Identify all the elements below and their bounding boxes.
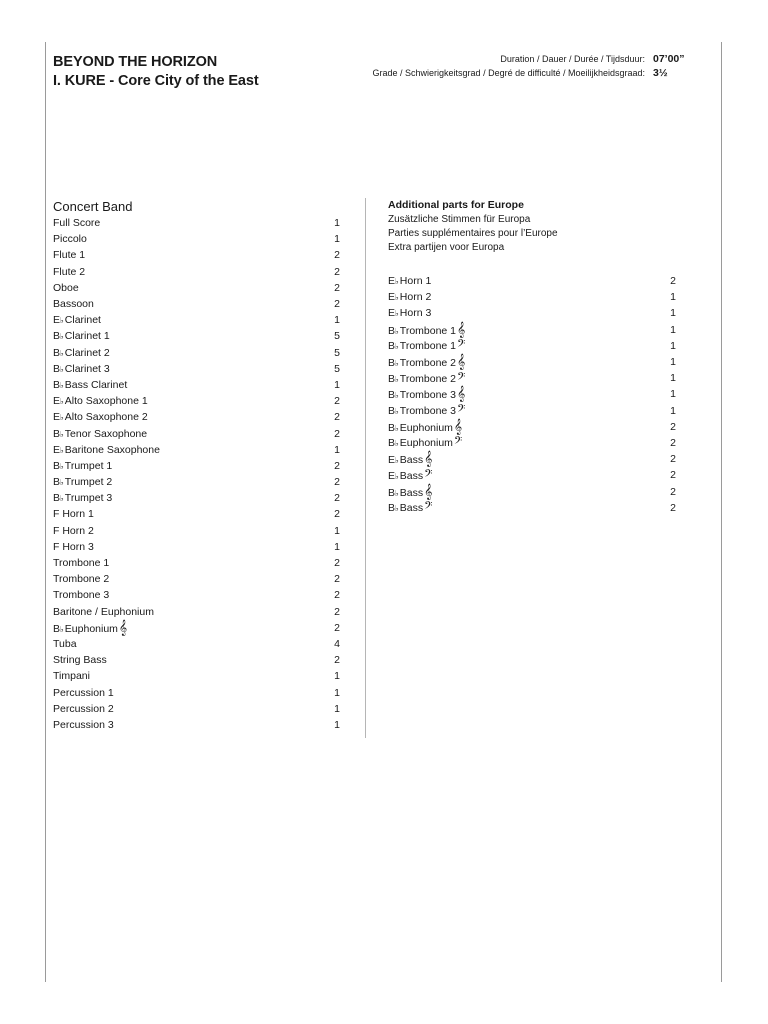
part-row <box>53 296 340 312</box>
part-name: Trombone 3 <box>53 589 110 602</box>
part-row <box>53 701 340 717</box>
right-margin-line <box>721 42 722 982</box>
part-row <box>388 467 676 483</box>
part-name: F Horn 3 <box>53 540 94 553</box>
concert-band-parts-list <box>53 215 340 733</box>
bass-clef-icon: 𝄢 <box>424 467 433 483</box>
duration-row <box>500 53 703 65</box>
part-row <box>53 361 340 377</box>
part-row <box>53 377 340 393</box>
part-quantity: 1 <box>670 404 676 417</box>
part-quantity: 2 <box>670 453 676 466</box>
part-name: Trombone 2 <box>53 573 110 586</box>
key-letter: B <box>388 372 396 385</box>
part-row <box>53 442 340 458</box>
part-quantity: 2 <box>670 275 676 288</box>
part-name: Bassoon <box>53 298 94 311</box>
europe-parts-list <box>388 273 676 516</box>
treble-clef-icon: 𝄞 <box>424 451 433 468</box>
part-quantity: 1 <box>670 323 676 336</box>
grade-value: 3½ <box>653 67 668 79</box>
part-name: Bass <box>399 454 424 467</box>
key-letter: B <box>53 362 61 375</box>
part-name: F Horn 1 <box>53 508 94 521</box>
flat-sign-icon: ♭ <box>60 413 64 423</box>
part-row <box>388 289 676 305</box>
part-name: Piccolo <box>53 233 87 246</box>
part-name: Euphonium <box>399 421 453 434</box>
part-name: Trumpet 2 <box>64 476 113 489</box>
part-quantity: 1 <box>334 702 340 715</box>
key-letter: E <box>388 469 396 482</box>
part-quantity: 5 <box>334 362 340 375</box>
key-letter: E <box>388 291 396 304</box>
part-quantity: 2 <box>334 411 340 424</box>
part-row <box>388 500 676 516</box>
part-row <box>53 264 340 280</box>
key-letter: B <box>53 622 61 635</box>
key-letter: E <box>53 314 61 327</box>
piece-title: BEYOND THE HORIZON <box>53 54 218 70</box>
key-letter: B <box>388 389 396 402</box>
part-row <box>53 539 340 555</box>
part-row <box>53 717 340 733</box>
part-row <box>53 668 340 684</box>
part-name: Trombone 2 <box>399 372 457 385</box>
part-row <box>388 435 676 451</box>
key-letter: B <box>388 357 396 370</box>
part-name: F Horn 2 <box>53 524 94 537</box>
part-quantity: 2 <box>670 485 676 498</box>
flat-sign-icon: ♭ <box>395 407 399 417</box>
part-name: Trombone 3 <box>399 389 457 402</box>
key-letter: E <box>53 443 61 456</box>
part-name: Oboe <box>53 281 79 294</box>
part-quantity: 1 <box>334 670 340 683</box>
part-quantity: 1 <box>670 388 676 401</box>
part-name: Timpani <box>53 670 90 683</box>
grade-label: Grade / Schwierigkeitsgrad / Degré de difficulté / Moeilijkheidsgraad: <box>372 68 645 78</box>
part-row <box>53 636 340 652</box>
bass-clef-icon: 𝄢 <box>457 370 466 386</box>
part-row <box>53 458 340 474</box>
part-quantity: 2 <box>334 654 340 667</box>
flat-sign-icon: ♭ <box>60 494 64 504</box>
part-quantity: 2 <box>334 476 340 489</box>
part-row <box>53 555 340 571</box>
flat-sign-icon: ♭ <box>395 326 399 336</box>
part-quantity: 1 <box>670 307 676 320</box>
key-letter: B <box>53 346 61 359</box>
part-name: Trumpet 1 <box>64 459 113 472</box>
key-letter: B <box>388 340 396 353</box>
part-quantity: 2 <box>334 459 340 472</box>
flat-sign-icon: ♭ <box>395 456 399 466</box>
flat-sign-icon: ♭ <box>60 364 64 374</box>
part-name: Bass Clarinet <box>64 378 128 391</box>
part-quantity: 1 <box>334 686 340 699</box>
part-row <box>388 370 676 386</box>
part-row <box>53 328 340 344</box>
part-row <box>53 280 340 296</box>
flat-sign-icon: ♭ <box>395 439 399 449</box>
key-letter: E <box>53 411 61 424</box>
flat-sign-icon: ♭ <box>60 380 64 390</box>
part-name: Horn 1 <box>399 275 432 288</box>
part-name: Flute 1 <box>53 249 86 262</box>
part-name: Horn 3 <box>399 307 432 320</box>
part-quantity: 1 <box>334 718 340 731</box>
key-letter: B <box>388 405 396 418</box>
part-quantity: 1 <box>670 339 676 352</box>
part-name: Trumpet 3 <box>64 492 113 505</box>
part-quantity: 1 <box>670 356 676 369</box>
bass-clef-icon: 𝄢 <box>453 435 463 451</box>
part-quantity: 1 <box>670 291 676 304</box>
flat-sign-icon: ♭ <box>60 624 64 634</box>
part-row <box>53 506 340 522</box>
part-quantity: 2 <box>670 501 676 514</box>
flat-sign-icon: ♭ <box>395 423 399 433</box>
part-row <box>388 451 676 467</box>
part-row <box>388 403 676 419</box>
bass-clef-icon: 𝄢 <box>457 338 466 354</box>
part-row <box>53 247 340 263</box>
part-name: Percussion 1 <box>53 686 114 699</box>
part-quantity: 1 <box>334 378 340 391</box>
part-name: Euphonium <box>64 622 118 635</box>
part-row <box>388 338 676 354</box>
flat-sign-icon: ♭ <box>60 445 64 455</box>
part-row <box>388 354 676 370</box>
part-quantity: 4 <box>334 637 340 650</box>
part-row <box>388 386 676 402</box>
part-quantity: 2 <box>334 605 340 618</box>
part-name: Bass <box>399 486 424 499</box>
part-quantity: 2 <box>334 281 340 294</box>
key-letter: B <box>388 502 396 515</box>
flat-sign-icon: ♭ <box>395 342 399 352</box>
part-quantity: 2 <box>670 436 676 449</box>
part-name: Baritone / Euphonium <box>53 605 154 618</box>
flat-sign-icon: ♭ <box>60 348 64 358</box>
flat-sign-icon: ♭ <box>60 429 64 439</box>
part-quantity: 2 <box>334 621 340 634</box>
part-quantity: 1 <box>670 372 676 385</box>
part-name: Trombone 1 <box>399 340 457 353</box>
part-row <box>388 419 676 435</box>
grade-row <box>373 67 703 79</box>
part-row <box>388 322 676 338</box>
flat-sign-icon: ♭ <box>395 391 399 401</box>
key-letter: B <box>388 437 396 450</box>
part-row <box>53 425 340 441</box>
duration-value: 07’00” <box>653 53 685 65</box>
part-row <box>53 604 340 620</box>
part-quantity: 2 <box>334 573 340 586</box>
treble-clef-icon: 𝄞 <box>457 354 466 371</box>
part-quantity: 2 <box>334 395 340 408</box>
part-row <box>53 620 340 636</box>
key-letter: B <box>53 427 61 440</box>
part-name: Clarinet <box>64 314 101 327</box>
part-row <box>53 587 340 603</box>
part-name: Clarinet 3 <box>64 362 110 375</box>
key-letter: E <box>53 395 61 408</box>
europe-subheading-nl: Extra partijen voor Europa <box>388 242 505 253</box>
key-letter: E <box>388 454 396 467</box>
part-quantity: 1 <box>334 540 340 553</box>
key-letter: E <box>388 275 396 288</box>
part-row <box>53 345 340 361</box>
key-letter: B <box>53 492 61 505</box>
key-letter: B <box>53 476 61 489</box>
key-letter: B <box>388 324 396 337</box>
part-name: Percussion 2 <box>53 702 114 715</box>
concert-band-heading: Concert Band <box>53 199 133 214</box>
part-quantity: 5 <box>334 346 340 359</box>
key-letter: B <box>53 330 61 343</box>
part-quantity: 2 <box>334 249 340 262</box>
key-letter: E <box>388 307 396 320</box>
part-name: Euphonium <box>399 437 453 450</box>
part-name: Alto Saxophone 1 <box>64 395 148 408</box>
part-quantity: 1 <box>334 443 340 456</box>
flat-sign-icon: ♭ <box>395 374 399 384</box>
part-name: Trombone 2 <box>399 357 457 370</box>
part-row <box>388 273 676 289</box>
part-name: Bass <box>399 469 424 482</box>
part-row <box>53 490 340 506</box>
part-row <box>53 231 340 247</box>
column-divider <box>365 198 366 738</box>
part-name: Percussion 3 <box>53 718 114 731</box>
flat-sign-icon: ♭ <box>395 277 399 287</box>
europe-heading: Additional parts for Europe <box>388 199 524 211</box>
part-name: Clarinet 2 <box>64 346 110 359</box>
flat-sign-icon: ♭ <box>395 293 399 303</box>
key-letter: B <box>53 378 61 391</box>
part-quantity: 1 <box>334 233 340 246</box>
part-name: String Bass <box>53 654 107 667</box>
flat-sign-icon: ♭ <box>395 504 399 514</box>
flat-sign-icon: ♭ <box>60 316 64 326</box>
left-margin-line <box>45 42 46 982</box>
part-row <box>53 393 340 409</box>
part-name: Horn 2 <box>399 291 432 304</box>
part-quantity: 1 <box>334 524 340 537</box>
treble-clef-icon: 𝄞 <box>424 483 433 500</box>
flat-sign-icon: ♭ <box>395 309 399 319</box>
key-letter: B <box>388 486 396 499</box>
europe-subheading-fr: Parties supplémentaires pour l’Europe <box>388 228 558 239</box>
part-row <box>53 409 340 425</box>
part-quantity: 2 <box>334 265 340 278</box>
part-name: Alto Saxophone 2 <box>64 411 148 424</box>
part-name: Flute 2 <box>53 265 86 278</box>
key-letter: B <box>53 459 61 472</box>
flat-sign-icon: ♭ <box>395 488 399 498</box>
movement-title: I. KURE - Core City of the East <box>53 73 259 89</box>
part-name: Full Score <box>53 217 101 230</box>
part-row <box>53 684 340 700</box>
flat-sign-icon: ♭ <box>395 471 399 481</box>
bass-clef-icon: 𝄢 <box>424 500 433 516</box>
treble-clef-icon: 𝄞 <box>457 386 466 403</box>
part-quantity: 2 <box>334 427 340 440</box>
treble-clef-icon: 𝄞 <box>453 418 463 435</box>
part-row <box>53 571 340 587</box>
part-quantity: 2 <box>670 469 676 482</box>
part-row <box>53 523 340 539</box>
bass-clef-icon: 𝄢 <box>457 403 466 419</box>
part-name: Baritone Saxophone <box>64 443 160 456</box>
part-quantity: 1 <box>334 314 340 327</box>
flat-sign-icon: ♭ <box>395 359 399 369</box>
part-row <box>53 474 340 490</box>
part-row <box>388 305 676 321</box>
flat-sign-icon: ♭ <box>60 461 64 471</box>
treble-clef-icon: 𝄞 <box>457 321 466 338</box>
part-quantity: 1 <box>334 217 340 230</box>
part-quantity: 2 <box>334 298 340 311</box>
part-name: Trombone 1 <box>399 324 457 337</box>
part-quantity: 5 <box>334 330 340 343</box>
part-row <box>53 215 340 231</box>
part-name: Tenor Saxophone <box>64 427 148 440</box>
flat-sign-icon: ♭ <box>60 478 64 488</box>
part-quantity: 2 <box>334 492 340 505</box>
part-quantity: 2 <box>334 508 340 521</box>
part-row <box>388 483 676 499</box>
part-name: Trombone 3 <box>399 405 457 418</box>
part-name: Trombone 1 <box>53 557 110 570</box>
part-quantity: 2 <box>670 420 676 433</box>
part-name: Bass <box>399 502 424 515</box>
part-quantity: 2 <box>334 589 340 602</box>
part-row <box>53 652 340 668</box>
part-name: Tuba <box>53 637 77 650</box>
flat-sign-icon: ♭ <box>60 332 64 342</box>
treble-clef-icon: 𝄞 <box>118 619 128 636</box>
part-quantity: 2 <box>334 557 340 570</box>
part-name: Clarinet 1 <box>64 330 110 343</box>
part-row <box>53 312 340 328</box>
flat-sign-icon: ♭ <box>60 397 64 407</box>
duration-label: Duration / Dauer / Durée / Tijdsduur: <box>500 54 645 64</box>
key-letter: B <box>388 421 396 434</box>
europe-subheading-de: Zusätzliche Stimmen für Europa <box>388 214 531 225</box>
